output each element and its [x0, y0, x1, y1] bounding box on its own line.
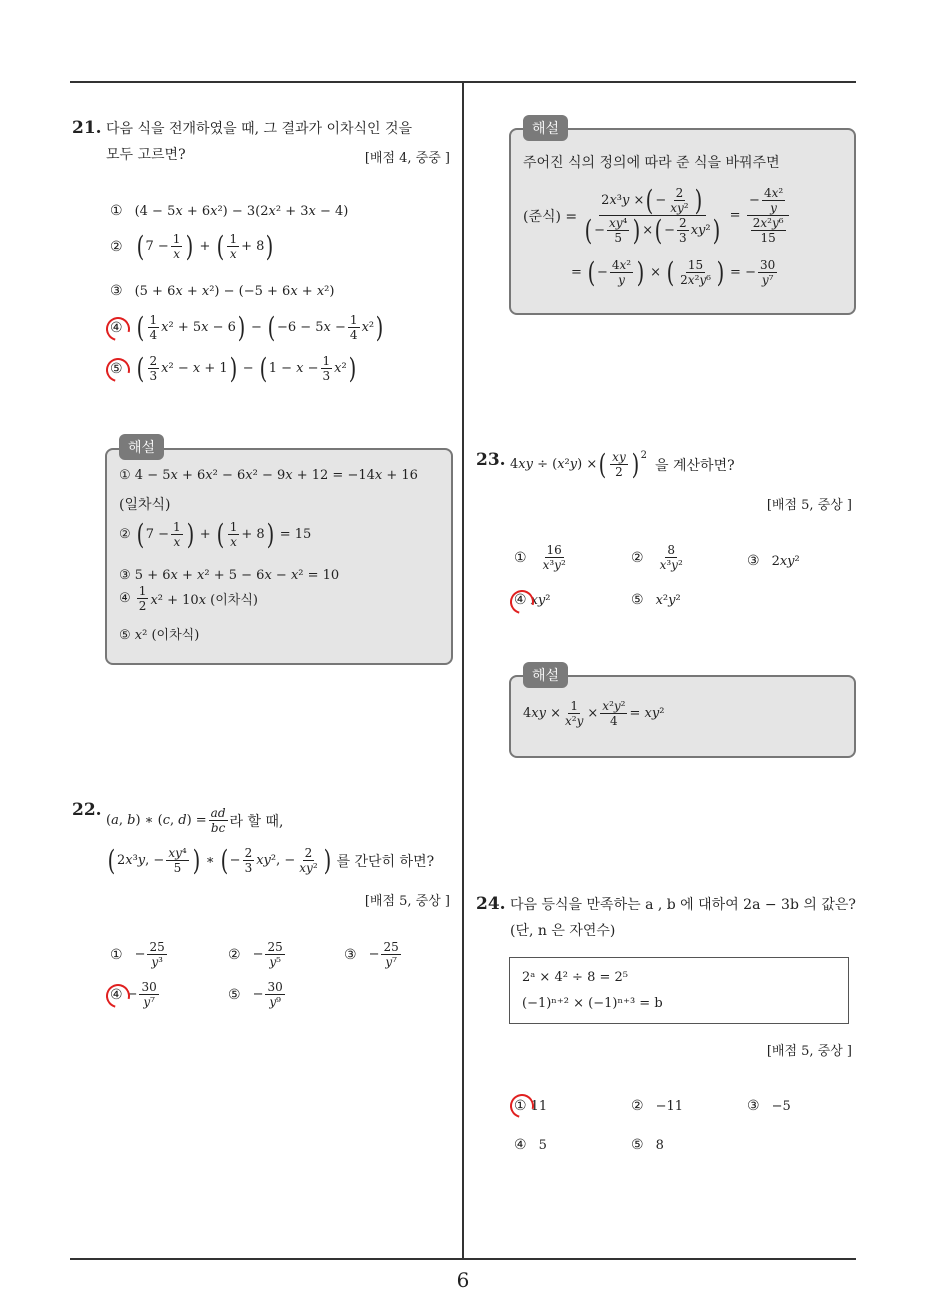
- solution-line-4: ③ 5 + 6x + x² + 5 − 6x − x² = 10: [119, 568, 340, 583]
- expression-tail: 를 간단히 하면?: [336, 853, 435, 870]
- question-number: 21.: [72, 118, 102, 138]
- option-number: ①: [514, 1098, 527, 1114]
- score-label: [배점 5, 중상 ]: [766, 498, 852, 513]
- option-5[interactable]: ⑤ ( $\frac{2}{3}$ x² − x + 1 ) − ( 1 − x − $\frac{1}{3}$ x² ): [110, 351, 356, 385]
- solution-tag: 해설: [523, 662, 568, 688]
- solution-line-1: 4xy × $\frac{1}{\text{x²y}}$ × $\frac{\text{x²y²}}{4}$ = xy²: [523, 699, 665, 728]
- question-text: 다음 식을 전개하였을 때, 그 결과가 이차식인 것을: [106, 121, 413, 137]
- option-1[interactable]: ① $\frac{16}{\text{x³y²}}$: [514, 543, 566, 572]
- option-number: ③: [110, 283, 123, 299]
- answer-mark-circle: [506, 586, 539, 619]
- solution-box: [105, 448, 453, 665]
- solution-line-1: (준식) = 2x³y × ( − $\frac{2}{\text{xy²}}$ ) ( − $\frac{\text{xy⁴}}{5}$ ) × ( − $\frac{2}{3}$ xy² ) = − $\frac{\text{4x²}}{y}$ $\frac{\text{2x²y⁶}}{15}$: [523, 186, 792, 245]
- option-number: ①: [110, 203, 123, 219]
- option-number: ⑤: [228, 986, 241, 1003]
- solution-intro: 주어진 식의 정의에 따라 준 식을 바꿔주면: [523, 155, 780, 171]
- option-value: 5: [538, 1137, 547, 1153]
- definition-tail: 라 할 때,: [229, 813, 284, 830]
- option-number: ②: [631, 1098, 644, 1114]
- solution-line-3: ② ( 7 − $\frac{1}{x}$ ) + ( $\frac{1}{x}$ + 8 ) = 15: [119, 517, 312, 551]
- option-number: ②: [631, 549, 644, 566]
- question-text: 모두 고르면?: [106, 147, 186, 163]
- option-number: ③: [747, 553, 760, 569]
- option-1[interactable]: ① (4 − 5x + 6x²) − 3(2x² + 3x − 4): [110, 203, 349, 219]
- question-expression: ( 2x³y, − $\frac{\text{xy⁴}}{5}$ ) ∗ ( − $\frac{2}{3}$ xy², − $\frac{2}{\text{xy²}}$ ) 를 간단히 하면?: [107, 843, 435, 877]
- option-number: ③: [747, 1098, 760, 1114]
- option-5[interactable]: [631, 1137, 664, 1153]
- condition-1: 2ᵃ × 4² ÷ 8 = 2⁵: [522, 970, 628, 985]
- solution-box: [509, 128, 856, 315]
- question-tail: 을 계산하면?: [655, 457, 735, 474]
- option-3[interactable]: ③ 2xy²: [747, 553, 800, 569]
- question-expression: 4xy ÷ (x²y) × ( $\frac{xy}{2}$ ) 2 을 계산하면?: [510, 447, 735, 481]
- answer-mark-circle: [506, 1090, 539, 1123]
- option-1[interactable]: ① − $\frac{25}{\text{y³}}$: [110, 940, 165, 969]
- option-2[interactable]: [631, 1098, 683, 1114]
- option-3[interactable]: [747, 1098, 791, 1114]
- option-4[interactable]: [514, 1137, 547, 1153]
- solution-line-2: = ( − $\frac{\text{4x²}}{y}$ ) × ( $\frac{15}{\text{2x²y⁶}}$ ) = − $\frac{30}{\text{y⁷}}$: [571, 255, 776, 289]
- score-label: [배점 4, 중중 ]: [364, 151, 450, 166]
- option-value: 11: [530, 1098, 548, 1114]
- page-number: 6: [456, 1268, 470, 1292]
- option-value: −11: [655, 1098, 683, 1114]
- option-number: ④: [514, 1137, 527, 1153]
- option-value: −5: [771, 1098, 791, 1114]
- question-number: 23.: [476, 450, 506, 470]
- condition-box: [509, 957, 849, 1024]
- option-4[interactable]: ④ − $\frac{30}{\text{y⁷}}$: [110, 980, 157, 1009]
- solution-tag: 해설: [523, 115, 568, 141]
- question-number: 22.: [72, 800, 102, 820]
- option-number: ①: [514, 549, 527, 566]
- question-number: 24.: [476, 894, 506, 914]
- score-label: [배점 5, 중상 ]: [364, 894, 450, 909]
- solution-lhs: (준식) =: [523, 208, 578, 225]
- solution-line-5: ④ $\frac{1}{2}$ x² + 10x (이차식): [119, 584, 258, 613]
- option-number: ②: [228, 946, 241, 963]
- option-4[interactable]: ④ ( $\frac{1}{4}$ x² + 5x − 6 ) − ( −6 − 5x − $\frac{1}{4}$ x² ): [110, 310, 384, 344]
- option-4[interactable]: ④ xy²: [514, 592, 551, 608]
- option-number: ⑤: [110, 360, 123, 377]
- condition-2: (−1)ⁿ⁺² × (−1)ⁿ⁺³ = b: [522, 996, 663, 1011]
- solution-tag: 해설: [119, 434, 164, 460]
- solution-line-2: (일차식): [119, 497, 171, 513]
- option-2[interactable]: ② ( 7 − $\frac{1}{x}$ ) + ( $\frac{1}{x}$ + 8 ): [110, 229, 274, 263]
- column-divider: [462, 82, 464, 1260]
- question-text: 다음 등식을 만족하는 a , b 에 대하여 2a − 3b 의 값은?: [510, 897, 856, 913]
- bottom-rule: [70, 1258, 856, 1260]
- option-2[interactable]: ② $\frac{8}{\text{x³y²}}$: [631, 543, 683, 572]
- option-number: ⑤: [631, 592, 644, 608]
- option-number: ④: [110, 319, 123, 336]
- question-definition: (a, b) ∗ (c, d) = $\frac{ad}{bc}$ 라 할 때,: [106, 806, 284, 835]
- option-number: ①: [110, 946, 123, 963]
- option-value: 8: [655, 1137, 664, 1153]
- solution-line-1: ① 4 − 5x + 6x² − 6x² − 9x + 12 = −14x + 16: [119, 468, 418, 483]
- option-3[interactable]: ③ (5 + 6x + x²) − (−5 + 6x + x²): [110, 283, 335, 299]
- score-label: [배점 5, 중상 ]: [766, 1044, 852, 1059]
- option-number: ②: [110, 238, 123, 255]
- question-text: (단, n 은 자연수): [510, 923, 616, 939]
- option-5[interactable]: ⑤ − $\frac{30}{\text{y⁹}}$: [228, 980, 283, 1009]
- solution-line-6: ⑤ x² (이차식): [119, 628, 200, 643]
- option-number: ③: [344, 946, 357, 963]
- option-number: ④: [514, 592, 527, 608]
- option-number: ④: [110, 986, 123, 1003]
- option-2[interactable]: ② − $\frac{25}{\text{y⁵}}$: [228, 940, 283, 969]
- option-3[interactable]: ③ − $\frac{25}{\text{y⁷}}$: [344, 940, 399, 969]
- option-number: ⑤: [631, 1137, 644, 1153]
- option-5[interactable]: ⑤ x²y²: [631, 592, 681, 608]
